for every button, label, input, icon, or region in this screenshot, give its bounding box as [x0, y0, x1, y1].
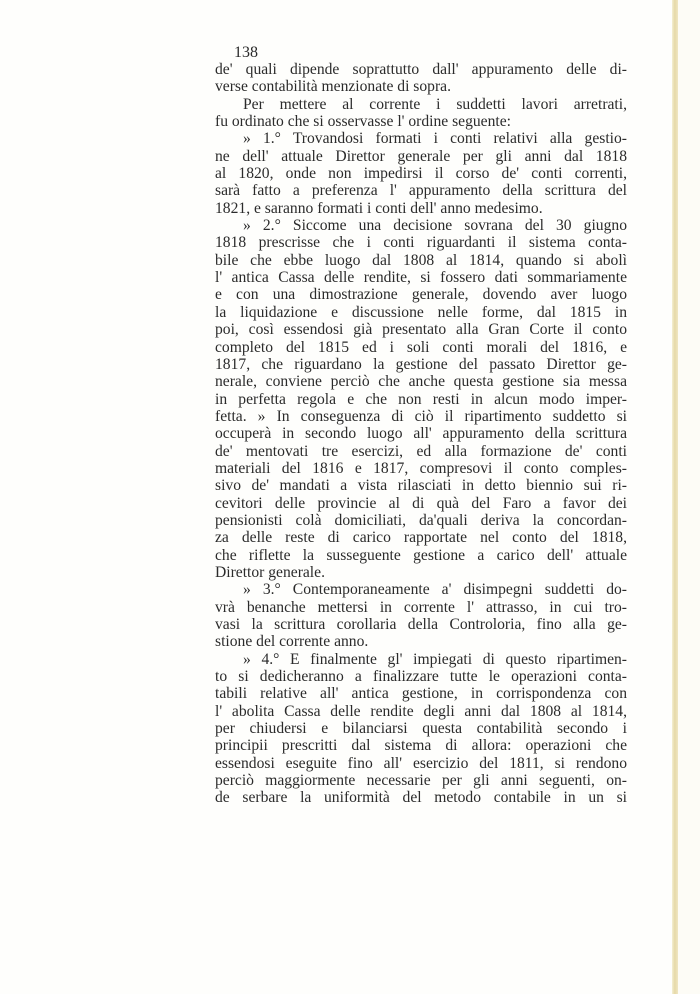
- page-edge-margin: [678, 0, 700, 994]
- text-line: la liquidazione e discussione nelle forme, dal 1815 in: [215, 303, 627, 321]
- text-line: de' mentovati tre esercizi, ed alla formazione de' conti: [215, 442, 627, 460]
- text-line: » 2.° Siccome una decisione sovrana del 30 giugno: [243, 217, 627, 235]
- text-line: sarà fatto a preferenza l' appuramento della scrittura del: [215, 182, 627, 200]
- text-line: vrà benanche mettersi in corrente l' attrasso, in cui tro-: [215, 598, 627, 616]
- text-line: bile che ebbe luogo dal 1808 al 1814, quando si abolì: [215, 251, 627, 269]
- text-line: sivo de' mandati a vista rilasciati in detto biennio sui ri-: [215, 477, 627, 495]
- text-line: stione del corrente anno.: [215, 633, 369, 651]
- text-line: » 4.° E finalmente gl' impiegati di questo ripartimen-: [243, 650, 627, 668]
- text-line: » 3.° Contemporaneamente a' disimpegni suddetti do-: [243, 581, 627, 599]
- text-line: nerale, conviene perciò che anche questa gestione sia messa: [215, 373, 627, 391]
- text-line: fu ordinato che si osservasse l' ordine seguente:: [215, 113, 511, 131]
- text-line: tabili relative all' antica gestione, in corrispondenza con: [215, 685, 627, 703]
- text-line: to si dedicheranno a finalizzare tutte le operazioni conta-: [215, 668, 627, 686]
- text-line: 1821, e saranno formati i conti dell' anno medesimo.: [215, 199, 543, 217]
- body-text: [215, 61, 627, 807]
- text-line: e con una dimostrazione generale, dovendo aver luogo: [215, 286, 627, 304]
- text-line: cevitori delle provincie al di quà del Faro a favor dei: [215, 494, 627, 512]
- text-line: za delle reste di carico rapportate nel conto del 1818,: [215, 529, 627, 547]
- text-line: che riflette la susseguente gestione a carico dell' attuale: [215, 546, 627, 564]
- text-line: completo del 1815 ed i soli conti morali del 1816, e: [215, 338, 627, 356]
- text-line: ne dell' attuale Direttor generale per gli anni dal 1818: [215, 147, 627, 165]
- text-line: Direttor generale.: [215, 563, 325, 581]
- text-line: per chiudersi e bilanciarsi questa contabilità secondo i: [215, 720, 627, 738]
- text-line: perciò maggiormente necessarie per gli anni seguenti, on-: [215, 772, 627, 790]
- text-line: vasi la scrittura corollaria della Controloria, fino alla ge-: [215, 616, 627, 633]
- text-line: » 1.° Trovandosi formati i conti relativi alla gestio-: [243, 130, 627, 148]
- text-line: in perfetta regola e che non resti in alcun modo imper-: [215, 390, 627, 408]
- text-line: essendosi eseguite fino all' esercizio del 1811, si rendono: [215, 754, 627, 772]
- text-line: al 1820, onde non impedirsi il corso de' conti correnti,: [215, 165, 627, 183]
- text-line: 1817, che riguardano la gestione del passato Direttor ge-: [215, 355, 627, 373]
- text-line: fetta. » In conseguenza di ciò il ripartimento suddetto si: [215, 407, 627, 425]
- text-line: de serbare la uniformità del metodo contabile in un si: [215, 789, 627, 807]
- text-line: l' abolita Cassa delle rendite degli anni dal 1808 al 1814,: [215, 702, 627, 720]
- text-line: pensionisti colà domiciliati, da'quali deriva la concordan-: [215, 511, 627, 529]
- text-line: occuperà in secondo luogo all' appuramento della scrittura: [215, 425, 627, 443]
- text-line: poi, così essendosi già presentato alla Gran Corte il conto: [215, 321, 627, 339]
- text-line: de' quali dipende soprattutto dall' appuramento delle di-: [215, 61, 627, 78]
- text-line: 1818 prescrisse che i conti riguardanti il sistema conta-: [215, 234, 627, 252]
- text-line: materiali del 1816 e 1817, compresovi il conto comples-: [215, 459, 627, 477]
- text-line: Per mettere al corrente i suddetti lavori arretrati,: [243, 95, 627, 113]
- text-line: l' antica Cassa delle rendite, si fossero dati sommariamente: [215, 269, 627, 287]
- page-number: 138: [234, 44, 258, 61]
- text-line: verse contabilità menzionate di sopra.: [215, 78, 451, 96]
- text-line: principii prescritti dal sistema di allora: operazioni che: [215, 737, 627, 755]
